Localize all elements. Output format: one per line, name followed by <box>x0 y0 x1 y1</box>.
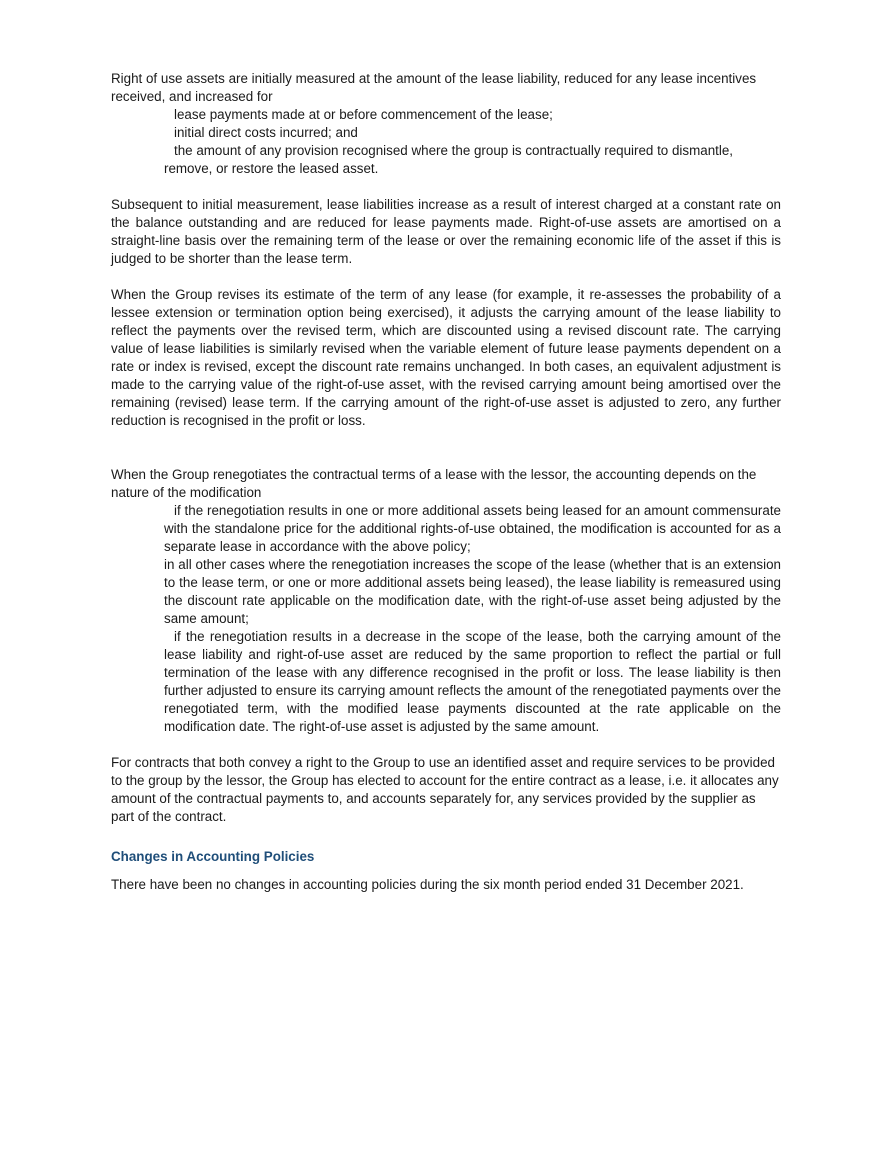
lease-term-revision-paragraph: When the Group revises its estimate of the term of any lease (for example, it re-assesses the probability of a lessee extension or termination option being exercised), it adjusts the carrying amount of the lease liability to reflect the payments over the revised term, which are discounted using a revised discount rate. The carrying value of lease liabilities is similarly revised when the variable element of future lease payments dependent on a rate or index is revised, except the discount rate remains unchanged. In both cases, an equivalent adjustment is made to the carrying value of the right-of-use asset, with the revised carrying amount being amortised over the remaining (revised) lease term. If the carrying amount of the right-of-use asset is adjusted to zero, any further reduction is recognised in the profit or loss. <box>111 287 781 428</box>
initial-measurement-intro: Right of use assets are initially measured at the amount of the lease liability, reduced for any lease incentives received, and increased for <box>111 71 757 104</box>
renegotiation-intro: When the Group renegotiates the contractual terms of a lease with the lessor, the accounting depends on the nature of the modification <box>111 467 757 500</box>
list-item-lease-payments: lease payments made at or before commencement of the lease; <box>174 107 553 122</box>
list-item-provision: the amount of any provision recognised where the group is contractually required to dismantle, remove, or restore the leased asset. <box>164 143 734 176</box>
subsequent-measurement-paragraph: Subsequent to initial measurement, lease liabilities increase as a result of interest charged at a constant rate on the balance outstanding and are reduced for lease payments made. Right-of-use assets are amortised on a straight-line basis over the remaining term of the lease or over the remaining economic life of the asset if this is judged to be shorter than the lease term. <box>111 197 781 266</box>
list-item-scope-decrease: if the renegotiation results in a decrease in the scope of the lease, both the carrying amount of the lease liability and right-of-use asset are reduced by the same proportion to reflect the partial or full termination of the lease with any difference recognised in the profit or loss. The lease liability is then further adjusted to ensure its carrying amount reflects the amount of the renegotiated payments over the renegotiated term, with the modified lease payments discounted at the rate applicable on the modification date. The right-of-use asset is adjusted by the same amount. <box>164 629 781 734</box>
list-item-scope-increase: in all other cases where the renegotiation increases the scope of the lease (whether that is an extension to the lease term, or one or more additional assets being leased), the lease liability is remeasured using the discount rate applicable on the modification date, with the right-of-use asset being adjusted by the same amount; <box>164 557 781 626</box>
section-body: There have been no changes in accounting policies during the six month period ended 31 December 2021. <box>111 877 744 892</box>
services-contract-paragraph: For contracts that both convey a right to the Group to use an identified asset and require services to be provided to the group by the lessor, the Group has elected to account for the entire contract as a lease, i.e. it allocates any amount of the contractual payments to, and accounts separately for, any services provided by the supplier as part of the contract. <box>111 755 779 824</box>
section-heading: Changes in Accounting Policies <box>111 849 315 864</box>
list-item-direct-costs: initial direct costs incurred; and <box>174 125 358 140</box>
document-page <box>111 70 781 894</box>
list-item-separate-lease: if the renegotiation results in one or more additional assets being leased for an amount commensurate with the standalone price for the additional rights-of-use obtained, the modification is accounted for as a separate lease in accordance with the above policy; <box>164 503 781 554</box>
